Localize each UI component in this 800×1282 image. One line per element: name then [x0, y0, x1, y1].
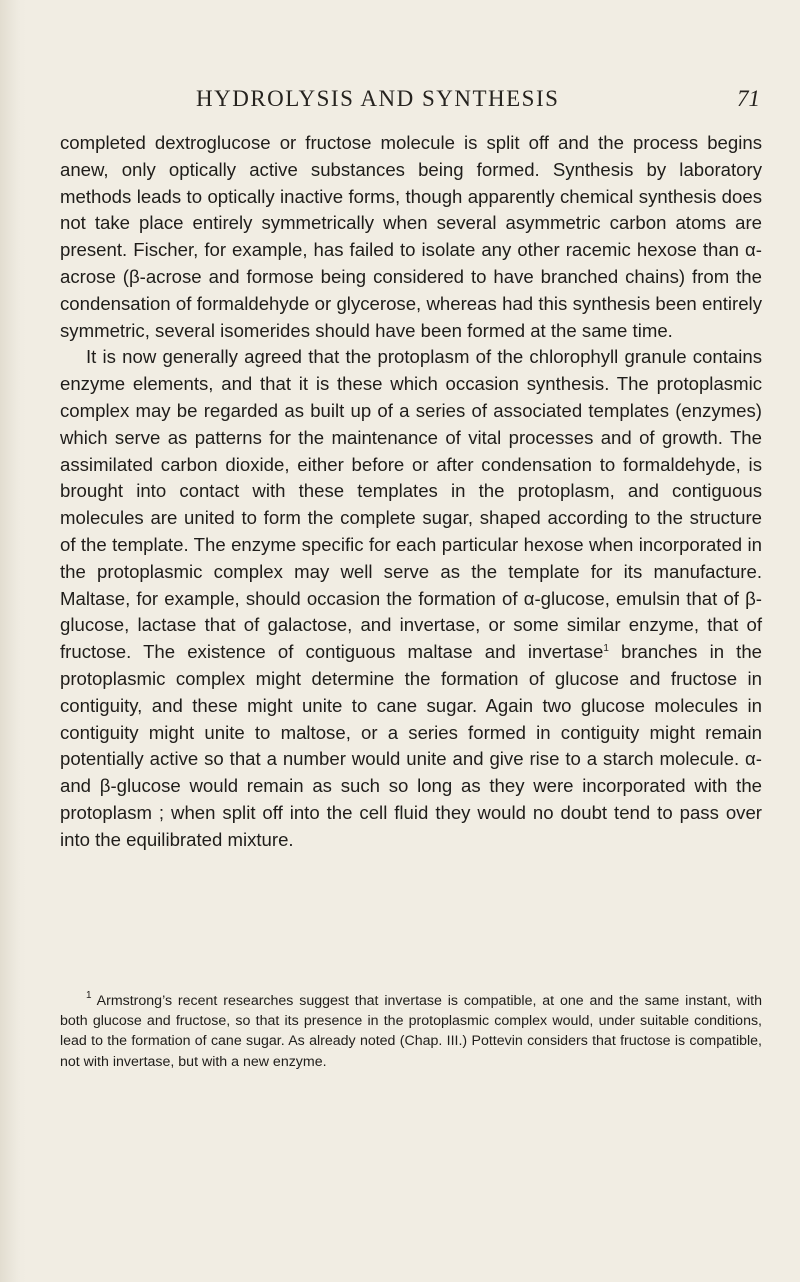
- page-number: 71: [737, 86, 760, 111]
- page-header: [60, 86, 760, 122]
- running-head: HYDROLYSIS AND SYNTHESIS: [196, 86, 560, 111]
- footnote: [60, 991, 762, 1072]
- footnote-paragraph: [60, 991, 762, 1072]
- paragraph-2-part-2: branches in the protoplasmic complex might determine the formation of glucose and fructose in contiguity, and these might unite to cane sugar. Again two glucose molecules in contiguity might unite to maltose, or a series formed in contiguity might remain potentially active so that a number would unite and give rise to a starch molecule. α- and β-glucose would remain as such so long as they were incorporated with the protoplasm ; when split off into the cell fluid they would no doubt tend to pass over into the equilibrated mixture.: [60, 641, 762, 850]
- body-text: [60, 130, 762, 854]
- paragraph-2: [60, 344, 762, 853]
- footnote-text: Armstrong’s recent researches suggest that invertase is compatible, at one and the same instant, with both glucose and fructose, so that its presence in the protoplasmic complex would, under suitable conditions, lead to the formation of cane sugar. As already noted (Chap. III.) Pottevin considers that fructose is compatible, not with invertase, but with a new enzyme.: [60, 993, 762, 1070]
- footnote-marker: 1: [86, 990, 92, 1001]
- page-edge-shadow: [0, 0, 26, 1282]
- footnote-reference: 1: [603, 643, 609, 655]
- paragraph-1: completed dextroglucose or fructose molecule is split off and the process begins anew, only optically active substances being formed. Synthesis by laboratory methods leads to optically inactive forms, though apparently chemical synthesis does not take place entirely symmetrically when several asymmetric carbon atoms are present. Fischer, for example, has failed to isolate any other racemic hexose than α-acrose (β-acrose and formose being considered to have branched chains) from the condensation of formaldehyde or glycerose, whereas had this synthesis been entirely symmetric, several isomerides should have been formed at the same time.: [60, 132, 762, 341]
- paragraph-2-part-1: It is now generally agreed that the protoplasm of the chlorophyll granule contains enzyme elements, and that it is these which occasion synthesis. The protoplasmic complex may be regarded as built up of a series of associated templates (enzymes) which serve as patterns for the maintenance of vital processes and of growth. The assimilated carbon dioxide, either before or after condensation to formaldehyde, is brought into contact with these templates in the protoplasm, and contiguous molecules are united to form the complete sugar, shaped according to the structure of the template. The enzyme specific for each particular hexose when incorporated in the protoplasmic complex may well serve as the template for its manufacture. Maltase, for example, should occasion the formation of α-glucose, emulsin that of β-glucose, lactase that of galactose, and invertase, or some similar enzyme, that of fructose. The existence of contiguous maltase and invertase: [60, 346, 762, 663]
